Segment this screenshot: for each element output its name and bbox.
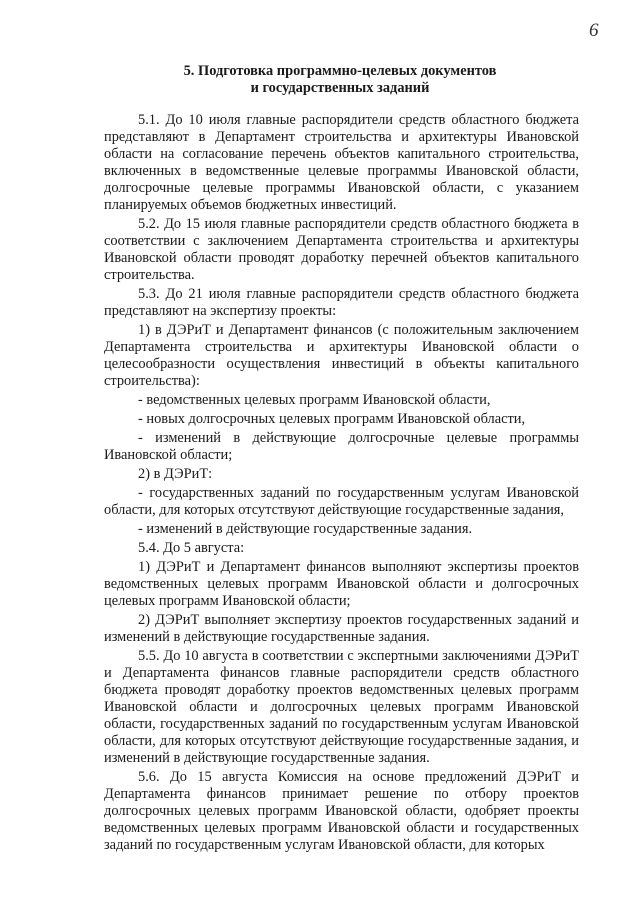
paragraph-5-4-item-1: 1) ДЭРиТ и Департамент финансов выполняют экспертизы проектов ведомственных целевых программ Ивановской области и долгосрочных целевых программ Ивановской области; (104, 559, 579, 609)
section-title-line-1: 5. Подготовка программно-целевых документов (183, 63, 497, 79)
paragraph-5-3-item-2: 2) в ДЭРиТ: (138, 466, 213, 482)
list-item-gos-zadaniya: - государственных заданий по государственным услугам Ивановской области, для которых отсутствуют действующие государственные задания, (104, 485, 579, 518)
paragraph-5-1: 5.1. До 10 июля главные распорядители средств областного бюджета представляют в Департамент строительства и архитектуры Ивановской области на согласование перечень объектов капитального строительства, включенных в ведомственные целевые программы Ивановской области, долгосрочные целевые программы Ивановской области, с указанием планируемых объемов бюджетных инвестиций. (104, 112, 579, 213)
list-item-izmeneniya-zadaniya: - изменений в действующие государственные задания. (138, 521, 473, 537)
paragraph-5-3: 5.3. До 21 июля главные распорядители средств областного бюджета представляют на экспертизу проекты: (104, 286, 579, 319)
section-title (100, 63, 580, 97)
list-item-vedomstvennye: - ведомственных целевых программ Ивановской области, (138, 392, 491, 408)
page-number: 6 (589, 20, 599, 41)
list-item-izmeneniya-programmy: - изменений в действующие долгосрочные целевые программы Ивановской области; (104, 430, 579, 463)
paragraph-5-5: 5.5. До 10 августа в соответствии с экспертными заключениями ДЭРиТ и Департамента финансов главные распорядители средств областного бюджета проводят доработку проектов ведомственных целевых программ Ивановской области и долгосрочных целевых программ Ивановской области, государственных заданий по государственным услугам Ивановской области, для которых отсутствуют действующие государственные задания, и изменений в действующие государственные задания. (104, 648, 579, 766)
paragraph-5-4: 5.4. До 5 августа: (138, 540, 245, 556)
paragraph-5-2: 5.2. До 15 июля главные распорядители средств областного бюджета в соответствии с заключением Департамента строительства и архитектуры Ивановской области проводят доработку перечней объектов капитального строительства. (104, 216, 579, 283)
paragraph-5-6: 5.6. До 15 августа Комиссия на основе предложений ДЭРиТ и Департамента финансов принимает решение по отбору проектов долгосрочных целевых программ Ивановской области, одобряет проекты ведомственных целевых программ Ивановской области и государственных заданий по государственным услугам Ивановской области, для которых (104, 769, 579, 853)
section-title-line-2: и государственных заданий (250, 80, 430, 96)
paragraph-5-3-item-1: 1) в ДЭРиТ и Департамент финансов (с положительным заключением Департамента строительства и архитектуры Ивановской области о целесообразности осуществления инвестиций в объекты капитального строительства): (104, 322, 579, 389)
paragraph-5-4-item-2: 2) ДЭРиТ выполняет экспертизу проектов государственных заданий и изменений в действующие государственные задания. (104, 612, 579, 645)
document-body (104, 112, 579, 854)
list-item-novye-dolgosrochnye: - новых долгосрочных целевых программ Ивановской области, (138, 411, 526, 427)
